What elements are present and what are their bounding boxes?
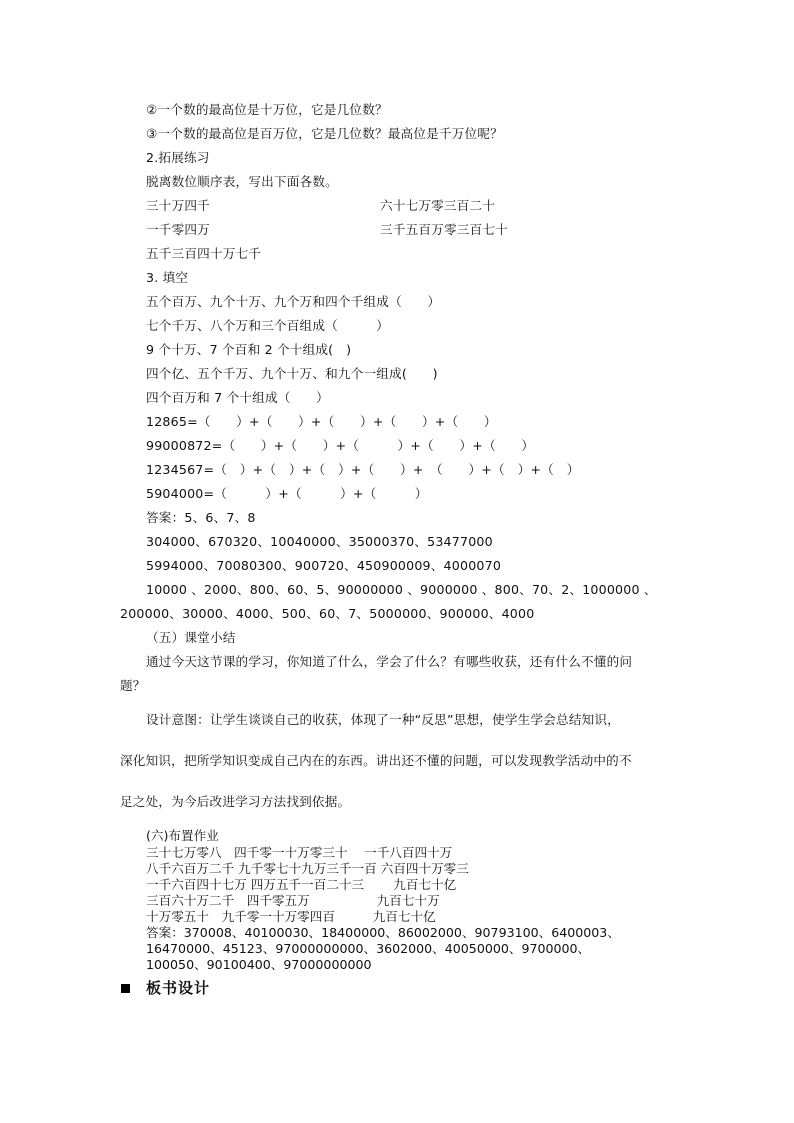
design-intent-1: 设计意图：让学生谈谈自己的收获，体现了一种“反思”思想，使学生学会总结知识， — [146, 712, 621, 727]
number-word-1: 三十万四千 — [146, 198, 210, 213]
fill-blank-1: 五个百万、九个十万、九个万和四个千组成（ ） — [146, 294, 441, 309]
number-word-4: 三千五百万零三百七十 — [380, 222, 508, 237]
fill-blank-3: 9 个十万、7 个百和 2 个十组成( ) — [146, 342, 352, 357]
expansion-2: 99000872=（ ）+（ ）+（ ）+（ ）+（ ） — [146, 438, 535, 453]
question-3: ③一个数的最高位是百万位，它是几位数？最高位是千万位呢？ — [146, 126, 503, 141]
answer-line-4: 200000、30000、4000、500、60、7、5000000、900000、4000 — [120, 606, 535, 621]
fill-blank-5: 四个百万和 7 个十组成（ ） — [146, 390, 329, 405]
summary-text-1: 通过今天这节课的学习，你知道了什么，学会了什么？有哪些收获，还有什么不懂的问 — [146, 654, 633, 669]
homework-answer-3: 100050、90100400、97000000000 — [146, 957, 372, 972]
fill-blank-4: 四个亿、五个千万、九个十万、和九个一组成( ) — [146, 366, 438, 381]
expansion-1: 12865=（ ）+（ ）+（ ）+（ ）+（ ） — [146, 414, 497, 429]
expansion-3: 1234567=（ ）+（ ）+（ ）+（ ）+ （ ）+（ ）+（ ） — [146, 462, 580, 477]
homework-line-4: 三百六十万二千 四千零五万 九百七十万 — [146, 893, 440, 908]
homework-answer-1: 答案：370008、40100030、18400000、86002000、90793100、6400003、 — [146, 925, 620, 940]
answer-line-3: 10000 、2000、800、60、5、90000000 、9000000 、800、70、2、1000000 、 — [146, 582, 657, 597]
homework-line-3: 一千六百四十七万 四万五千一百二十三 九百七十亿 — [146, 877, 457, 892]
summary-text-2: 题？ — [120, 678, 146, 693]
square-bullet-icon — [121, 984, 130, 993]
homework-title: (六)布置作业 — [146, 828, 219, 843]
expansion-4: 5904000=（ ）+（ ）+（ ） — [146, 486, 428, 501]
summary-title: （五）课堂小结 — [146, 630, 236, 645]
board-design-heading: 板书设计 — [146, 979, 211, 997]
number-word-5: 五千三百四十万七千 — [146, 246, 262, 261]
extension-practice-title: 2.拓展练习 — [146, 150, 210, 165]
design-intent-3: 足之处，为今后改进学习方法找到依据。 — [120, 794, 351, 809]
answer-label: 答案：5、6、7、8 — [146, 510, 256, 525]
homework-line-5: 十万零五十 九千零一十万零四百 九百七十亿 — [146, 909, 436, 924]
fill-blank-2: 七个千万、八个万和三个百组成（ ） — [146, 318, 390, 333]
question-2: ②一个数的最高位是十万位，它是几位数？ — [146, 102, 388, 117]
answer-line-1: 304000、670320、10040000、35000370、53477000 — [146, 534, 493, 549]
number-word-2: 六十七万零三百二十 — [380, 198, 496, 213]
design-intent-2: 深化知识，把所学知识变成自己内在的东西。讲出还不懂的问题，可以发现教学活动中的不 — [120, 753, 632, 768]
homework-line-2: 八千六百万二千 九千零七十九万三千一百 六百四十万零三 — [146, 861, 469, 876]
number-word-3: 一千零四万 — [146, 222, 210, 237]
homework-line-1: 三十七万零八 四千零一十万零三十 一千八百四十万 — [146, 845, 453, 860]
answer-line-2: 5994000、70080300、900720、450900009、4000070 — [146, 558, 502, 573]
fill-blank-title: 3. 填空 — [146, 270, 189, 285]
homework-answer-2: 16470000、45123、97000000000、3602000、40050000、9700000、 — [146, 941, 591, 956]
extension-practice-intro: 脱离数位顺序表，写出下面各数。 — [146, 174, 338, 189]
